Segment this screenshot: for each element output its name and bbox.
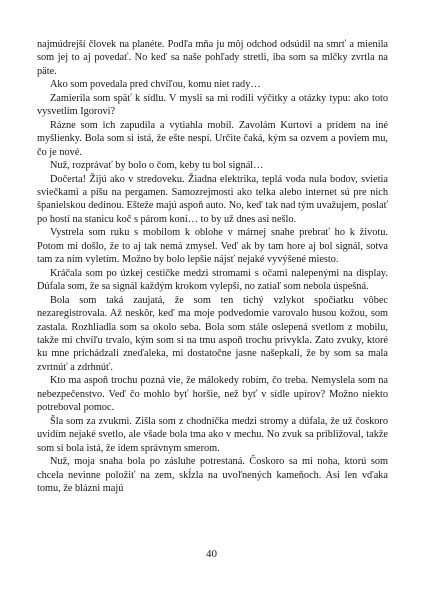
paragraph: Kráčala som po úzkej cestičke medzi stromami s očami nalepenými na display. Dúfala som, že sa signál každým krokom vylepší, no zatiaľ som nebola úspešná. (37, 267, 388, 293)
page-number: 40 (206, 548, 217, 560)
paragraph: Nuž, moja snaha bola po zásluhe potrestaná. Čoskoro sa mi noha, ktorú som chcela nevinne položiť na zem, skĺzla na uvoľnených kameňoch. Asi len vďaka tomu, že blázni majú (37, 456, 388, 494)
paragraph: najmúdrejší človek na planéte. Podľa mňa ju môj odchod odsúdil na smrť a mienila som jej to aj povedať. No keď sa naše pohľady stretli, iba som sa mlčky zvrtla na päte. (37, 39, 388, 77)
paragraph: Rázne som ich zapudila a vytiahla mobil. Zavolám Kurtovi a prídem na iné myšlienky. Bola som si istá, že ešte nespí. Určite čaká, kým sa ozvem a poviem mu, čo je nové. (37, 119, 388, 158)
paragraph: Ako som povedala pred chvíľou, komu niet rady… (50, 79, 261, 91)
paragraph: Šla som za zvukmi. Zišla som z chodníčka medzi stromy a dúfala, že už čoskoro uvidím nejaké svetlo, ale všade bola tma ako v mechu. No zvuk sa približoval, takže som si bola istá, že idem správnym smerom. (37, 415, 388, 454)
paragraph: Kto ma aspoň trochu pozná vie, že málokedy robím, čo treba. Nemyslela som na nebezpečenstvo. Veď čo mohlo byť horšie, než byť v sídle upírov? Možno niekto potreboval pomoc. (37, 375, 388, 414)
paragraph: Dočerta! Žijú ako v stredoveku. Žiadna elektrika, teplá voda nula bodov, svietia sviečkami a píšu na pergamen. Samozrejmosti ako telka alebo internet sú pre nich španielskou dedinou. Ešteže majú aspoň auto. No, keď tak nad tým uvažujem, poslať po hostí na stanicu koč s párom koní… to by už dnes asi nešlo. (37, 173, 388, 225)
page-body (37, 38, 388, 495)
paragraph: Zamierila som späť k sídlu. V mysli sa mi rodili výčitky a otázky typu: ako toto vysvetlím Igorovi? (37, 92, 388, 118)
paragraph: Bola som taká zaujatá, že som ten tichý vzlykot spočiatku vôbec nezaregistrovala. Až neskôr, keď ma moje podvedomie varovalo husou kožou, som zastala. Rozhliadla som sa okolo seba. Bola som stále oslepená svetlom z mobilu, takže mi chvíľu trvalo, kým som si na tmu aspoň trochu privykla. Zato zvuky, ktoré ku mne prichádzali zneďaleka, mi dostatočne jasne našepkali, že by som sa mala zvrtnúť a zdrhnúť. (37, 294, 388, 373)
paragraph: Nuž, rozprávať by bolo o čom, keby tu bol signál… (50, 160, 264, 172)
paragraph: Vystrela som ruku s mobilom k oblohe v márnej snahe prebrať ho k životu. Potom mi došlo, že to aj tak nemá zmysel. Veď ak by tam hore aj bol signál, sotva tam za ním vyletím. Možno by bolo lepšie nájsť nejaké vyvýšené miesto. (37, 227, 388, 266)
